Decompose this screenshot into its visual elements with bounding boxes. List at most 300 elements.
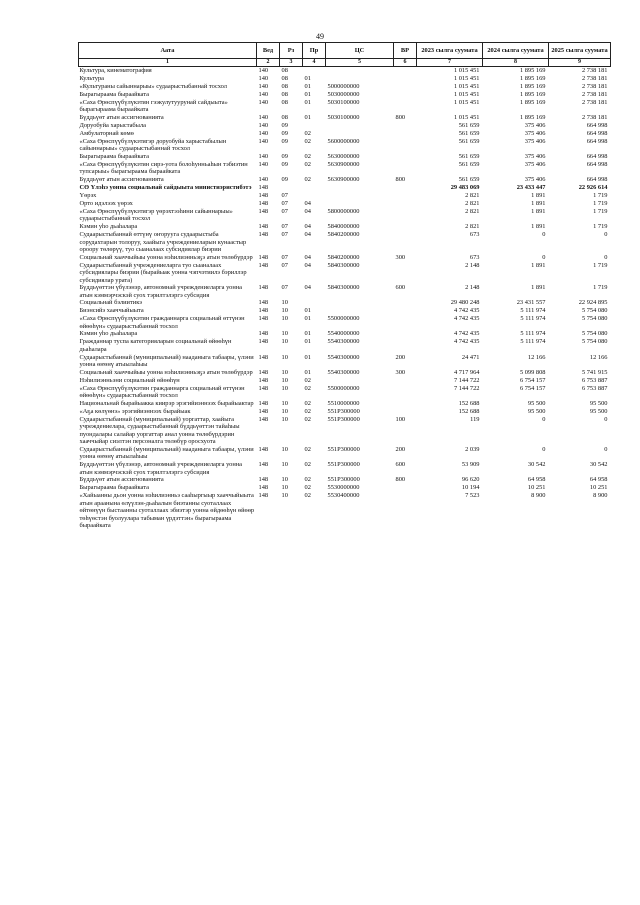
row-name: «Саха Өрөспүүбүлүкэтин гражданнарга социальнай өттүнэн өйөөһүн» судаарыстыбаннай тосхол <box>79 315 245 330</box>
row-vr <box>394 408 417 416</box>
row-amount-2025: 5 754 080 <box>581 315 608 323</box>
row-pr: 04 <box>304 253 311 261</box>
row-name: Социальнай хааччыйыы уонна нэһилиэнньэҕэ атын төлөбүрдэр <box>79 253 253 261</box>
row-name: СӨ Үлэһэ уонна социальнай сайдыыта министиэристибэтэ <box>79 183 252 191</box>
row-vr <box>394 492 417 530</box>
header-name: Аата <box>79 43 257 59</box>
row-cs: 5630900000 <box>327 175 360 183</box>
row-cs <box>326 377 394 385</box>
row-ved: 140 <box>258 129 269 137</box>
row-name: Судаарыстыбаннай (муниципальнай) уоргаттар, хаайыга учреждениелара, судаарыстыбаннай бүддьүөттэн тайаһыы пуондалары салайар уоргаттар анал уонна төлөбүрдэрин хааччыйар сиэлтэн персоналга төлөбүр оросхуота <box>79 415 240 446</box>
row-rz: 10 <box>281 407 288 415</box>
row-amount-2024: 0 <box>542 231 546 238</box>
row-vr <box>394 99 417 114</box>
table-row <box>79 75 611 83</box>
row-amount-2025: 1 719 <box>593 207 608 215</box>
row-amount-2023: 561 659 <box>458 175 480 183</box>
row-ved: 140 <box>258 160 269 168</box>
header-vr: ВР <box>394 43 417 59</box>
row-amount-2023: 1 015 451 <box>453 74 480 82</box>
row-vr: 800 <box>395 113 406 121</box>
column-number: 9 <box>549 59 611 67</box>
table-row <box>79 122 611 130</box>
row-rz: 08 <box>281 90 288 98</box>
row-vr <box>394 184 417 192</box>
row-amount-2024: 5 111 974 <box>520 330 546 338</box>
row-cs: 5540300000 <box>327 338 360 346</box>
row-ved: 148 <box>258 445 269 453</box>
row-amount-2025: 8 900 <box>593 492 608 500</box>
row-cs: 5000000000 <box>327 82 360 90</box>
row-ved: 148 <box>258 261 269 269</box>
row-amount-2023: 1 015 451 <box>453 90 480 98</box>
row-amount-2025: 10 251 <box>589 484 608 492</box>
row-vr: 200 <box>395 353 406 361</box>
row-pr <box>303 67 326 75</box>
row-name: Кэмин уһо дьаһалара <box>79 330 138 338</box>
row-name: Культура, кинематография <box>79 67 152 75</box>
row-vr <box>394 231 417 254</box>
row-ved: 148 <box>258 253 269 261</box>
row-cs: 5840300000 <box>327 284 360 292</box>
column-number: 7 <box>417 59 483 67</box>
row-amount-2023: 7 144 722 <box>453 376 480 384</box>
row-amount-2023: 1 015 451 <box>453 67 480 75</box>
row-amount-2023: 7 523 <box>465 492 480 500</box>
row-pr: 02 <box>304 137 311 145</box>
row-rz: 07 <box>281 284 288 292</box>
row-pr: 01 <box>304 353 311 361</box>
row-amount-2025: 22 926 614 <box>578 183 608 191</box>
table-row <box>79 307 611 315</box>
row-name: Орто идэлээх үөрэх <box>79 199 133 207</box>
row-pr <box>303 184 326 192</box>
row-amount-2023: 53 909 <box>461 461 480 469</box>
row-amount-2025: 0 <box>604 445 608 453</box>
row-amount-2024: 0 <box>542 415 546 423</box>
row-ved: 140 <box>258 67 269 75</box>
row-amount-2023: 561 659 <box>458 152 480 160</box>
row-rz: 09 <box>281 160 288 168</box>
row-amount-2023: 561 659 <box>458 121 480 129</box>
row-ved: 148 <box>258 399 269 407</box>
row-amount-2024: 1 895 169 <box>519 98 546 106</box>
row-pr: 02 <box>304 492 311 500</box>
row-amount-2025: 95 500 <box>589 407 608 415</box>
row-pr: 02 <box>304 129 311 137</box>
row-amount-2025: 2 738 181 <box>581 98 608 106</box>
row-amount-2025: 12 166 <box>589 353 608 361</box>
row-amount-2023: 4 717 964 <box>453 368 480 376</box>
column-number: 3 <box>280 59 303 67</box>
row-cs: 5840300000 <box>327 261 360 269</box>
row-amount-2025: 0 <box>604 231 608 238</box>
row-pr: 02 <box>304 484 311 492</box>
row-amount-2024: 1 891 <box>531 223 546 230</box>
row-amount-2023: 4 742 435 <box>453 307 480 315</box>
row-pr: 04 <box>304 284 311 292</box>
row-cs: 5030100000 <box>327 98 360 106</box>
row-name: Бырагыраама быраайката <box>79 90 149 98</box>
row-cs <box>326 299 394 307</box>
row-amount-2024: 1 891 <box>531 261 546 269</box>
row-cs: 5030000000 <box>327 90 360 98</box>
table-row <box>79 223 611 231</box>
row-amount-2023: 4 742 435 <box>453 330 480 338</box>
row-name: «Хайыанны дьон уонна нэһилиэнньэ сааһыргыыр хааччыйыыта атын араанына өлүүлэн-дьаһалын биэтанны суоталлаах өйтөнүүн быстаанны суоталлаах эбиэтэр уонна өйдөөһүн өйөөр төһүөстэн буолуулара табыман үрдэттэн» бырагыраама быраайката <box>79 492 255 530</box>
row-cs: 5540000000 <box>327 330 360 338</box>
row-pr: 01 <box>304 315 311 323</box>
row-ved: 148 <box>258 476 269 484</box>
table-row <box>79 83 611 91</box>
row-pr: 01 <box>304 90 311 98</box>
row-rz: 08 <box>281 98 288 106</box>
row-vr <box>394 299 417 307</box>
table-row <box>79 254 611 262</box>
table-row <box>79 176 611 184</box>
row-amount-2024: 95 500 <box>527 407 546 415</box>
row-amount-2025: 1 719 <box>593 284 608 292</box>
row-pr: 02 <box>304 399 311 407</box>
row-cs: 551P300000 <box>327 415 360 423</box>
row-ved: 148 <box>258 223 269 230</box>
row-vr <box>394 153 417 161</box>
row-name: Судаарыстыбаннай өттүнү оҥорууга судаарыстыба сорудахтарын толоруу, хаайыга учреждениеларын кунаастыр ороору төлөрүү, туо сыаналаах субсидиялар биэрии <box>79 231 247 254</box>
table-row <box>79 315 611 330</box>
row-vr <box>394 67 417 75</box>
row-vr <box>394 307 417 315</box>
row-rz: 08 <box>281 82 288 90</box>
row-amount-2025: 5 754 080 <box>581 307 608 315</box>
row-cs <box>326 75 394 83</box>
row-amount-2023: 1 015 451 <box>453 113 480 121</box>
row-rz: 10 <box>281 368 288 376</box>
row-amount-2023: 24 471 <box>461 353 480 361</box>
table-row <box>79 153 611 161</box>
header-rz: Рз <box>280 43 303 59</box>
row-cs: 5540300000 <box>327 368 360 376</box>
row-rz: 07 <box>281 231 288 238</box>
row-ved: 148 <box>258 231 269 238</box>
row-vr <box>394 75 417 83</box>
row-amount-2025: 5 754 080 <box>581 330 608 338</box>
row-amount-2024: 5 111 974 <box>520 338 546 346</box>
row-vr: 100 <box>395 415 406 423</box>
row-cs <box>326 192 394 200</box>
row-amount-2024: 375 406 <box>524 137 546 145</box>
row-amount-2024: 375 406 <box>524 160 546 168</box>
row-vr <box>394 484 417 492</box>
row-pr <box>303 299 326 307</box>
table-row <box>79 338 611 353</box>
row-ved: 140 <box>258 82 269 90</box>
row-amount-2024: 0 <box>542 445 546 453</box>
table-row <box>79 208 611 223</box>
row-cs: 551P300000 <box>327 461 360 469</box>
row-rz: 09 <box>281 129 288 137</box>
table-row <box>79 476 611 484</box>
row-amount-2023: 673 <box>469 231 480 238</box>
row-vr <box>394 83 417 91</box>
row-amount-2025: 664 998 <box>586 160 608 168</box>
row-cs: 5630000000 <box>327 152 360 160</box>
row-vr <box>394 208 417 223</box>
row-rz: 10 <box>281 338 288 346</box>
row-amount-2024: 10 251 <box>527 484 546 492</box>
table-row <box>79 192 611 200</box>
row-name: Үөрэх <box>79 191 97 199</box>
row-vr: 300 <box>395 253 406 261</box>
table-row <box>79 369 611 377</box>
row-amount-2023: 152 688 <box>458 407 480 415</box>
row-amount-2024: 1 891 <box>531 199 546 207</box>
row-name: Доруобуйа харыстабыла <box>79 121 147 129</box>
column-number: 8 <box>483 59 549 67</box>
row-vr <box>394 400 417 408</box>
row-amount-2024: 8 900 <box>531 492 546 500</box>
row-cs: 5530400000 <box>327 492 360 500</box>
row-vr <box>394 223 417 231</box>
table-row <box>79 385 611 400</box>
row-amount-2024: 1 895 169 <box>519 82 546 90</box>
header-2024: 2024 сылга суумата <box>483 43 549 59</box>
table-column-number-row <box>79 59 611 67</box>
row-rz: 08 <box>281 113 288 121</box>
table-row <box>79 99 611 114</box>
row-vr <box>394 377 417 385</box>
row-vr <box>394 122 417 130</box>
row-rz: 10 <box>281 384 288 392</box>
row-amount-2025: 30 542 <box>589 461 608 469</box>
row-ved: 140 <box>258 137 269 145</box>
row-rz: 10 <box>281 299 288 307</box>
row-vr: 300 <box>395 368 406 376</box>
row-name: «Аҕа көлүөнэ» эрэгийиэннээх бырайыак <box>79 407 191 415</box>
row-ved: 148 <box>258 183 269 191</box>
row-amount-2024: 12 166 <box>527 353 546 361</box>
row-ved: 148 <box>258 353 269 361</box>
row-rz: 07 <box>281 199 288 207</box>
table-row <box>79 91 611 99</box>
row-pr: 01 <box>304 307 311 315</box>
row-ved: 148 <box>258 415 269 423</box>
row-pr: 01 <box>304 74 311 82</box>
row-amount-2025: 2 738 181 <box>581 113 608 121</box>
row-amount-2025: 664 998 <box>586 137 608 145</box>
row-rz: 10 <box>281 461 288 469</box>
row-vr <box>394 385 417 400</box>
row-pr: 04 <box>304 223 311 230</box>
row-ved: 140 <box>258 74 269 82</box>
row-ved: 148 <box>258 207 269 215</box>
table-row <box>79 138 611 153</box>
row-rz: 10 <box>281 415 288 423</box>
row-vr <box>394 338 417 353</box>
row-amount-2023: 2 821 <box>465 199 480 207</box>
row-amount-2023: 673 <box>469 253 480 261</box>
table-row <box>79 284 611 299</box>
row-cs: 5630900000 <box>327 160 360 168</box>
row-amount-2025: 1 719 <box>593 261 608 269</box>
row-rz: 07 <box>281 261 288 269</box>
row-amount-2025: 664 998 <box>586 129 608 137</box>
row-amount-2024: 64 958 <box>527 476 546 484</box>
row-name: Кэмин уһо дьаһалара <box>79 223 138 230</box>
row-amount-2023: 4 742 435 <box>453 315 480 323</box>
row-pr: 04 <box>304 231 311 238</box>
row-amount-2024: 5 099 808 <box>519 368 546 376</box>
row-vr: 200 <box>395 445 406 453</box>
row-amount-2025: 22 924 895 <box>578 299 608 307</box>
row-ved: 140 <box>258 121 269 129</box>
page-number: 49 <box>316 32 324 41</box>
row-amount-2025: 2 738 181 <box>581 82 608 90</box>
row-amount-2025: 95 500 <box>589 399 608 407</box>
row-vr <box>394 200 417 208</box>
row-rz: 10 <box>281 353 288 361</box>
row-ved: 148 <box>258 384 269 392</box>
row-rz: 07 <box>281 223 288 230</box>
row-name: Бырагыраама быраайката <box>79 152 149 160</box>
row-pr: 01 <box>304 82 311 90</box>
row-cs: 5500000000 <box>327 384 360 392</box>
row-amount-2025: 664 998 <box>586 152 608 160</box>
row-amount-2024: 6 754 157 <box>519 384 546 392</box>
row-name: Судаарыстыбаннай (муниципальнай) нааданыга табаары, үлэни уонна өҥөнү атыылаһыы <box>79 353 254 369</box>
row-rz: 10 <box>281 492 288 500</box>
row-cs <box>326 307 394 315</box>
row-cs: 551P300000 <box>327 476 360 484</box>
header-ved: Вед <box>257 43 280 59</box>
row-pr: 02 <box>304 160 311 168</box>
row-name: Национальнай бырайыакка киирэр эрэгийиэннээх бырайыактар <box>79 399 254 407</box>
row-pr <box>303 122 326 130</box>
row-amount-2025: 0 <box>604 415 608 423</box>
row-ved: 148 <box>258 376 269 384</box>
table-row <box>79 492 611 530</box>
table-row <box>79 461 611 476</box>
row-amount-2023: 29 480 248 <box>450 299 480 307</box>
row-ved: 148 <box>258 330 269 338</box>
row-amount-2023: 4 742 435 <box>453 338 480 346</box>
row-amount-2023: 119 <box>470 415 480 423</box>
row-rz <box>280 184 303 192</box>
row-cs: 5840200000 <box>327 253 360 261</box>
row-pr <box>303 192 326 200</box>
row-name: Социальнай бэлиитикэ <box>79 299 142 307</box>
column-number: 6 <box>394 59 417 67</box>
row-amount-2025: 64 958 <box>589 476 608 484</box>
row-amount-2023: 561 659 <box>458 137 480 145</box>
row-name: Судаарыстыбаннай (муниципальнай) нааданыга табаары, үлэни уонна өҥөнү атыылаһыы <box>79 445 254 461</box>
row-amount-2024: 95 500 <box>527 399 546 407</box>
row-cs: 5500000000 <box>327 315 360 323</box>
row-cs <box>326 122 394 130</box>
row-pr: 02 <box>304 476 311 484</box>
row-amount-2024: 23 433 447 <box>516 183 546 191</box>
row-pr: 02 <box>304 175 311 183</box>
row-vr <box>394 330 417 338</box>
row-name: Бүддьүөттэн үбүлэнэр, автономнай учреждениеларга уонна атын кэммэрчэскэй суох тэрилтэлэргэ субсидия <box>79 461 243 476</box>
row-amount-2023: 152 688 <box>458 399 480 407</box>
row-ved: 148 <box>258 307 269 315</box>
table-row <box>79 408 611 416</box>
table-row <box>79 67 611 75</box>
row-ved: 140 <box>258 98 269 106</box>
row-cs: 5600000000 <box>327 137 360 145</box>
row-amount-2024: 5 111 974 <box>520 307 546 315</box>
row-amount-2024: 1 891 <box>531 191 546 199</box>
row-cs <box>326 67 394 75</box>
row-amount-2023: 561 659 <box>458 129 480 137</box>
header-pr: Пр <box>303 43 326 59</box>
table-row <box>79 377 611 385</box>
row-rz: 10 <box>281 307 288 315</box>
row-amount-2025: 2 738 181 <box>581 74 608 82</box>
row-cs <box>326 200 394 208</box>
column-number: 1 <box>79 59 257 67</box>
row-pr: 02 <box>304 461 311 469</box>
row-cs: 5840200000 <box>327 231 360 238</box>
table-row <box>79 161 611 176</box>
row-name: «Саха Өрөспүүбүлүкэтигэр доруобуйа харыстабылын сайыннарыы» судаарыстыбаннай тосхол <box>79 137 227 153</box>
row-cs: 551P300000 <box>327 407 360 415</box>
row-name: Бүддьүөт атын ассигнованията <box>79 175 164 183</box>
row-amount-2024: 6 754 157 <box>519 376 546 384</box>
row-rz: 09 <box>281 121 288 129</box>
row-pr: 01 <box>304 98 311 106</box>
row-amount-2024: 0 <box>542 253 546 261</box>
table-row <box>79 354 611 369</box>
row-amount-2024: 30 542 <box>527 461 546 469</box>
header-2023: 2023 сылга суумата <box>417 43 483 59</box>
row-amount-2023: 1 015 451 <box>453 98 480 106</box>
row-rz: 10 <box>281 399 288 407</box>
row-amount-2025: 1 719 <box>593 191 608 199</box>
row-amount-2023: 2 148 <box>465 261 480 269</box>
row-cs: 5540300000 <box>327 353 360 361</box>
row-amount-2023: 10 194 <box>461 484 480 492</box>
row-cs: 5510000000 <box>327 399 360 407</box>
table-row <box>79 446 611 461</box>
row-name: Бүддьүөттэн үбүлэнэр, автономнай учреждениеларга уонна атын кэммэрчэскэй суох тэрилтэлэргэ субсидия <box>79 284 243 299</box>
row-amount-2024: 375 406 <box>524 129 546 137</box>
row-cs <box>326 184 394 192</box>
row-vr <box>394 130 417 138</box>
table-row <box>79 130 611 138</box>
row-cs: 5530000000 <box>327 484 360 492</box>
row-rz: 08 <box>281 74 288 82</box>
row-amount-2025: 6 753 887 <box>581 376 608 384</box>
header-cs: ЦС <box>326 43 394 59</box>
table-row <box>79 330 611 338</box>
row-amount-2025: 2 738 181 <box>581 90 608 98</box>
row-name: Бүддьүөт атын ассигнованията <box>79 476 164 484</box>
row-amount-2024: 375 406 <box>524 175 546 183</box>
row-rz: 09 <box>281 152 288 160</box>
row-amount-2024: 375 406 <box>524 121 546 129</box>
row-amount-2023: 7 144 722 <box>453 384 480 392</box>
row-pr: 02 <box>304 384 311 392</box>
row-ved: 148 <box>258 492 269 500</box>
row-name: Бүддьүөт атын ассигнованията <box>79 113 164 121</box>
row-amount-2025: 5 754 080 <box>581 338 608 346</box>
row-pr: 01 <box>304 330 311 338</box>
row-amount-2023: 2 821 <box>465 191 480 199</box>
row-pr: 01 <box>304 113 311 121</box>
row-ved: 148 <box>258 284 269 292</box>
row-vr: 800 <box>395 476 406 484</box>
